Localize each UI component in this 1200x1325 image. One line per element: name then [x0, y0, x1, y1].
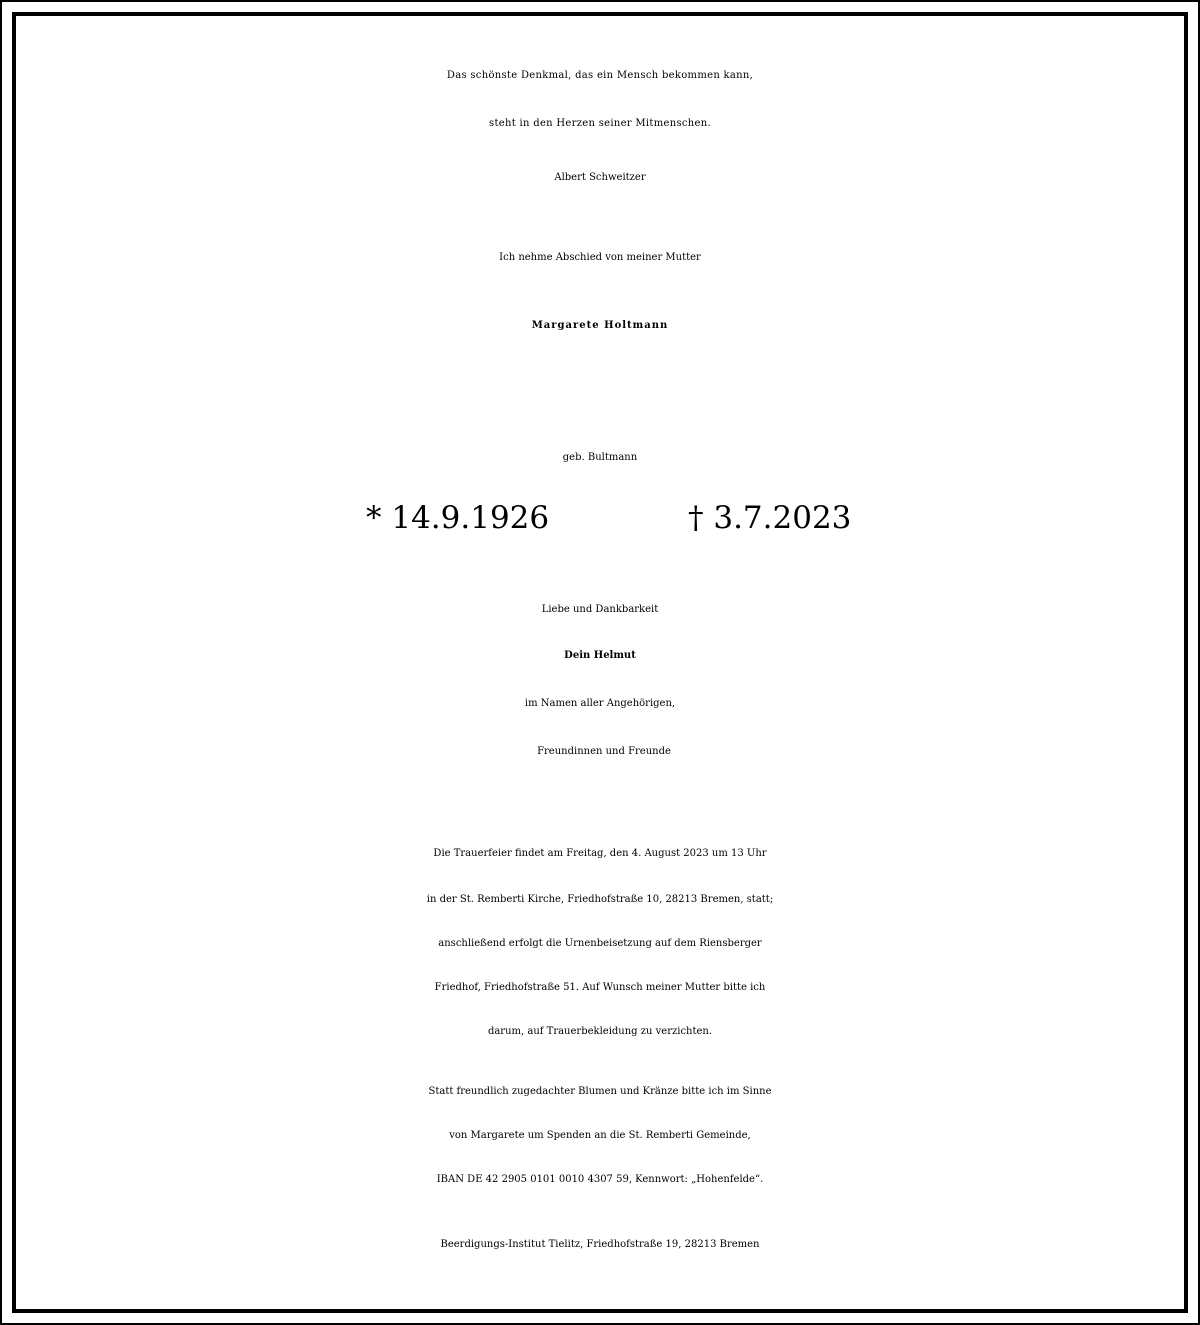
ceremony-line-5: darum, auf Trauerbekleidung zu verzichten. [487, 1026, 713, 1037]
ceremony-line-4: Friedhof, Friedhofstraße 51. Auf Wunsch meiner Mutter bitte ich [434, 982, 766, 993]
ceremony-line-2: in der St. Remberti Kirche, Friedhofstraße 10, 28213 Bremen, statt; [426, 894, 774, 905]
ceremony-line-3: anschließend erfolgt die Urnenbeisetzung auf dem Riensberger [438, 938, 762, 949]
family-line-3: im Namen aller Angehörigen, [524, 698, 676, 709]
death-date: † 3.7.2023 [688, 500, 852, 536]
quote-author: Albert Schweitzer [554, 172, 646, 183]
quote-line-2: steht in den Herzen seiner Mitmenschen. [489, 118, 711, 129]
inner-border [12, 12, 1188, 1313]
intro-text: Ich nehme Abschied von meiner Mutter [499, 252, 701, 263]
deceased-name: Margarete Holtmann [531, 320, 669, 331]
birth-date: * 14.9.1926 [366, 500, 550, 536]
family-signer: Dein Helmut [564, 650, 636, 661]
donation-line-3: IBAN DE 42 2905 0101 0010 4307 59, Kennwort: „Hohenfelde“. [436, 1174, 764, 1185]
donation-line-2: von Margarete um Spenden an die St. Remberti Gemeinde, [449, 1130, 751, 1141]
family-line-4: Freundinnen und Freunde [537, 746, 671, 757]
ceremony-line-1: Die Trauerfeier findet am Freitag, den 4. August 2023 um 13 Uhr [433, 848, 767, 859]
undertaker-address: Beerdigungs-Institut Tielitz, Friedhofstraße 19, 28213 Bremen [440, 1239, 760, 1250]
maiden-name: geb. Bultmann [562, 452, 638, 463]
quote-line-1: Das schönste Denkmal, das ein Mensch bekommen kann, [446, 70, 754, 81]
donation-line-1: Statt freundlich zugedachter Blumen und Kränze bitte ich im Sinne [428, 1086, 772, 1097]
family-line-1: Liebe und Dankbarkeit [541, 604, 659, 615]
